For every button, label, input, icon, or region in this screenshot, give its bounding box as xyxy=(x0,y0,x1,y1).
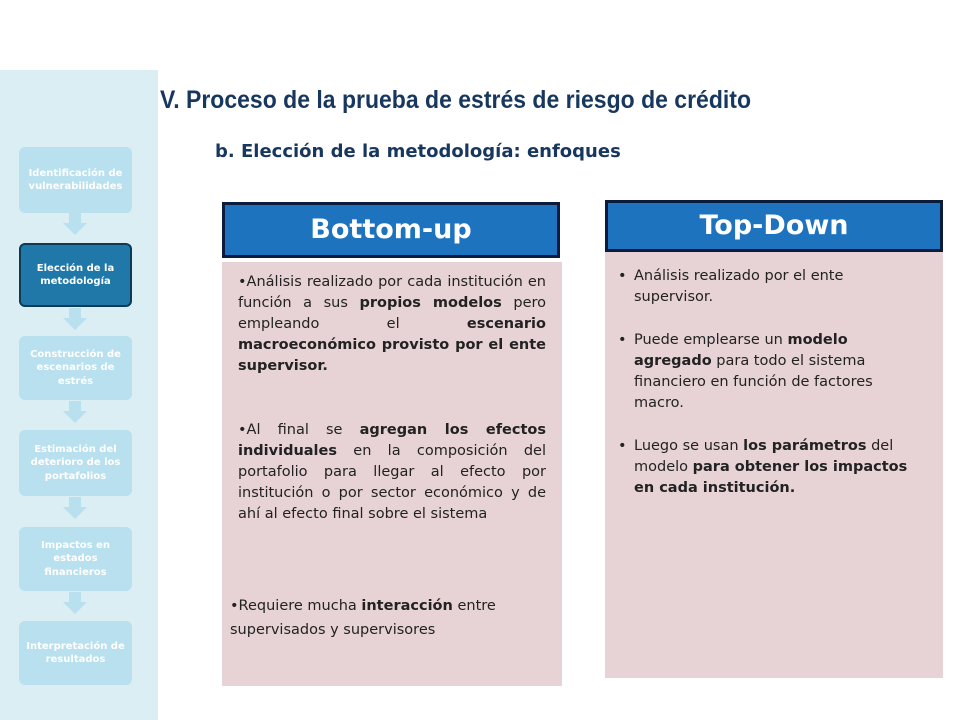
step-arrow-icon xyxy=(63,592,87,614)
step-interpretacion[interactable] xyxy=(19,621,132,685)
top-down-list xyxy=(618,266,924,521)
page-subtitle: b. Elección de la metodología: enfoques xyxy=(215,141,621,162)
step-arrow-icon xyxy=(63,308,87,330)
step-label: Impactos en estados financieros xyxy=(41,539,110,578)
list-item: • Luego se usan los parámetros del modelo para obtener los impactos en cada institución. xyxy=(618,436,924,499)
step-impactos[interactable] xyxy=(19,527,132,591)
step-label: Construcción de escenarios de estrés xyxy=(30,348,121,387)
bottom-up-paragraph-2: •Al final se agregan los efectos individuales en la composición del portafolio para llegar al efecto por institución o por sector económico y de ahí al efecto final sobre el sistema xyxy=(238,422,546,522)
step-arrow-icon xyxy=(63,497,87,519)
top-down-heading: Top-Down xyxy=(605,200,943,252)
step-eleccion[interactable] xyxy=(19,243,132,307)
bottom-up-paragraph-1: •Análisis realizado por cada institución en función a sus propios modelos pero empleando el escenario macroeconómico provisto por el ente supervisor. xyxy=(238,274,546,374)
page-title: V. Proceso de la prueba de estrés de riesgo de crédito xyxy=(160,86,751,114)
step-label: Estimación del deterioro de los portafolios xyxy=(30,443,121,482)
list-item: • Análisis realizado por el ente supervisor. xyxy=(618,266,924,308)
step-identificacion[interactable] xyxy=(19,147,132,213)
step-label: Interpretación de resultados xyxy=(26,640,125,665)
step-estimacion[interactable] xyxy=(19,430,132,496)
list-item: • Puede emplearse un modelo agregado para todo el sistema financiero en función de factores macro. xyxy=(618,330,924,414)
step-label: Elección de la metodología xyxy=(36,262,115,287)
bottom-up-heading: Bottom-up xyxy=(222,202,560,258)
bottom-up-paragraph-3: •Requiere mucha interacción entre supervisados y supervisores xyxy=(230,598,496,638)
step-construccion[interactable] xyxy=(19,336,132,400)
step-label: Identificación de vulnerabilidades xyxy=(28,167,123,192)
step-arrow-icon xyxy=(63,213,87,235)
step-arrow-icon xyxy=(63,401,87,423)
